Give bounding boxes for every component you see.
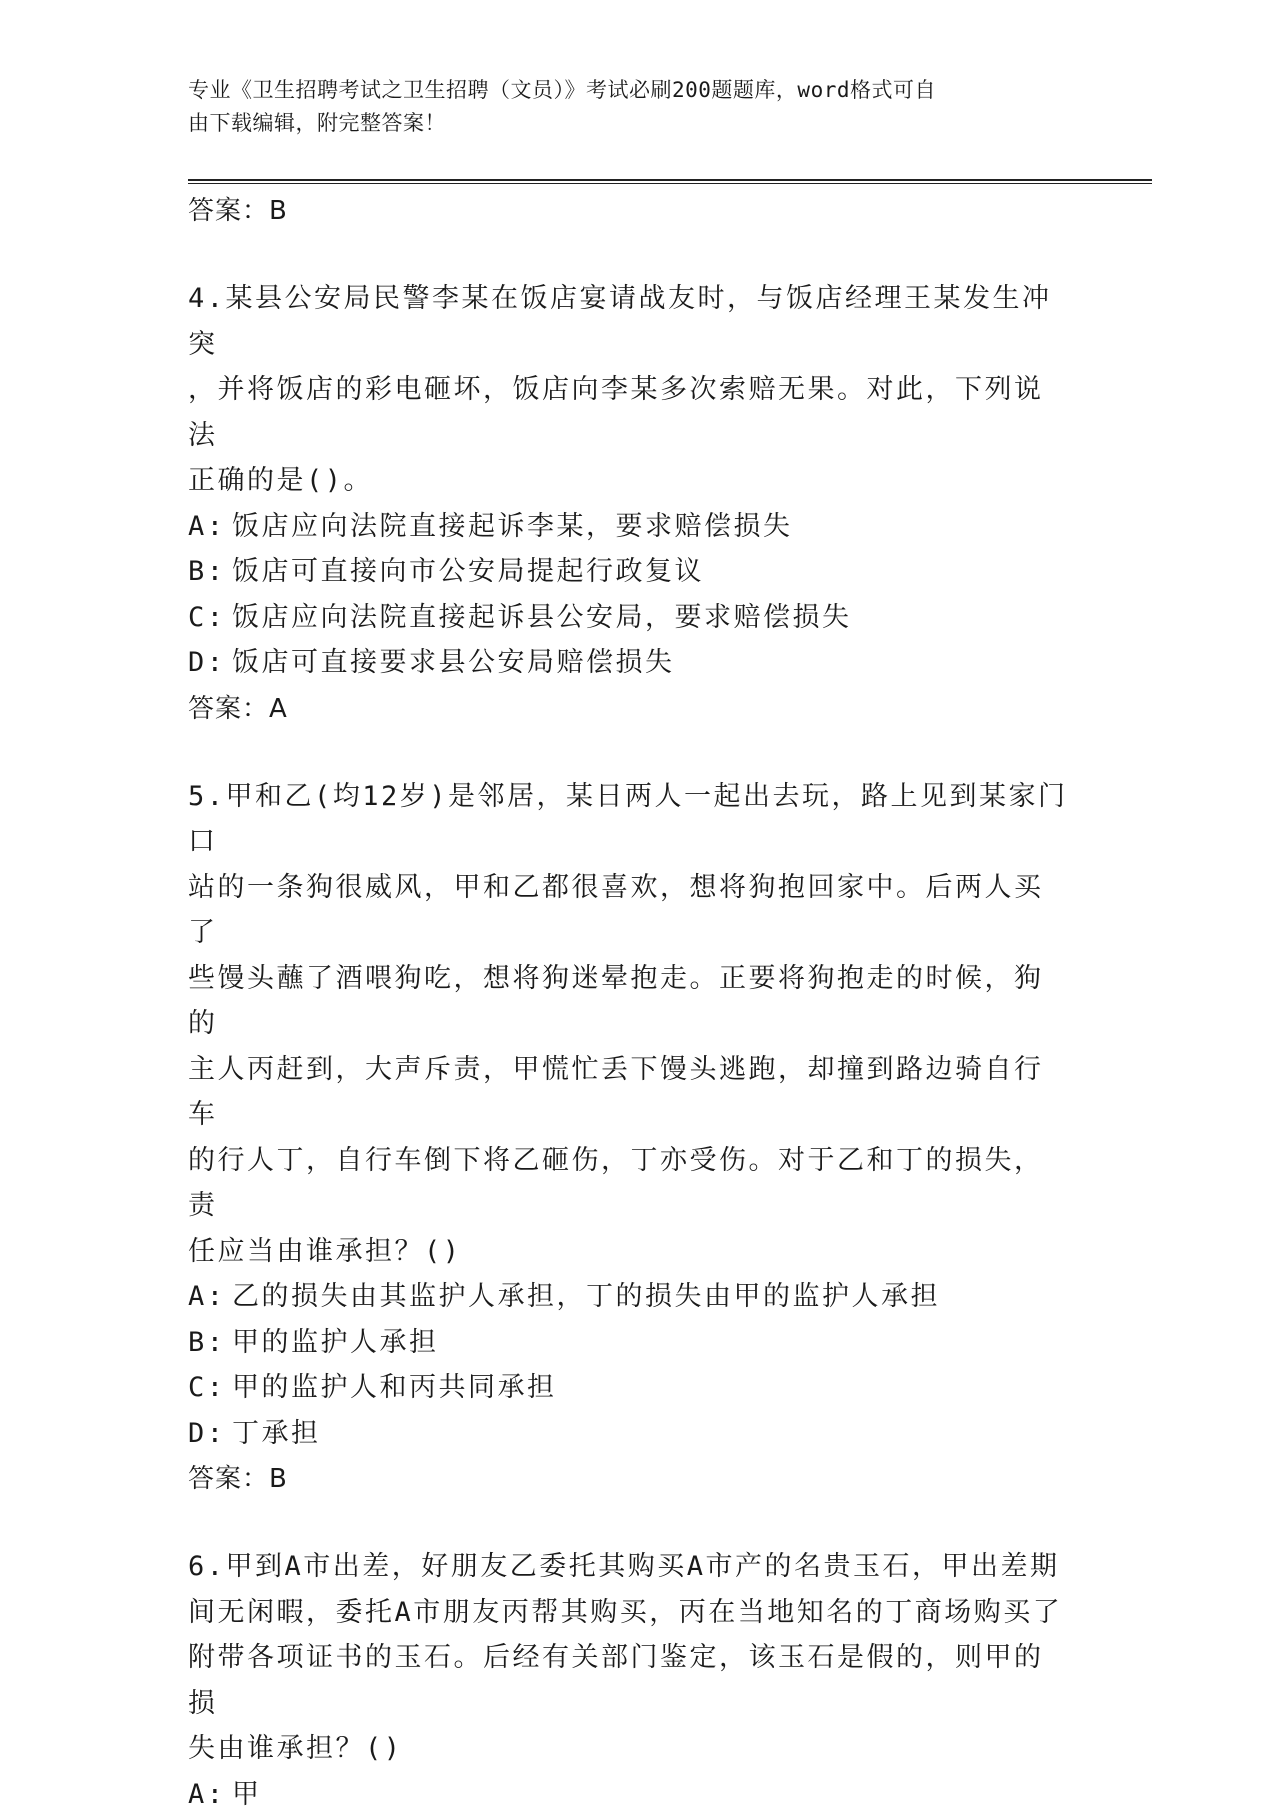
option-c: C: 饭店应向法院直接起诉县公安局，要求赔偿损失 bbox=[188, 595, 1068, 641]
question-text-line: 失由谁承担？() bbox=[188, 1726, 1068, 1772]
answer-line: 答案：B bbox=[188, 1456, 1068, 1502]
spacer bbox=[188, 1502, 1068, 1544]
option-d: D: 饭店可直接要求县公安局赔偿损失 bbox=[188, 640, 1068, 686]
header-divider-thin bbox=[188, 183, 1152, 184]
option-a: A: 乙的损失由其监护人承担，丁的损失由甲的监护人承担 bbox=[188, 1274, 1068, 1320]
question-text-line: 5.甲和乙(均12岁)是邻居，某日两人一起出去玩，路上见到某家门口 bbox=[188, 774, 1068, 865]
question-text-line: 附带各项证书的玉石。后经有关部门鉴定，该玉石是假的，则甲的损 bbox=[188, 1635, 1068, 1726]
question-text-line: 任应当由谁承担？() bbox=[188, 1229, 1068, 1275]
question-text-line: 6.甲到A市出差，好朋友乙委托其购买A市产的名贵玉石，甲出差期 bbox=[188, 1544, 1068, 1590]
question-6 bbox=[188, 1544, 1068, 1817]
header-line-2: 由下载编辑，附完整答案！ bbox=[188, 107, 1068, 140]
question-text-line: 间无闲暇，委托A市朋友丙帮其购买，丙在当地知名的丁商场购买了 bbox=[188, 1590, 1068, 1636]
question-text-line: 站的一条狗很威风，甲和乙都很喜欢，想将狗抱回家中。后两人买了 bbox=[188, 865, 1068, 956]
option-b: B: 甲的监护人承担 bbox=[188, 1320, 1068, 1366]
question-5 bbox=[188, 774, 1068, 1503]
document-header bbox=[188, 74, 1068, 140]
spacer bbox=[188, 732, 1068, 774]
question-text-line: 些馒头蘸了酒喂狗吃，想将狗迷晕抱走。正要将狗抱走的时候，狗的 bbox=[188, 956, 1068, 1047]
header-divider bbox=[188, 179, 1152, 181]
spacer bbox=[188, 234, 1068, 276]
option-a: A: 甲 bbox=[188, 1772, 1068, 1817]
header-line-1: 专业《卫生招聘考试之卫生招聘（文员）》考试必刷200题题库，word格式可自 bbox=[188, 74, 1068, 107]
question-text-line: 4.某县公安局民警李某在饭店宴请战友时，与饭店经理王某发生冲突 bbox=[188, 276, 1068, 367]
answer-line: 答案：A bbox=[188, 686, 1068, 732]
question-text-line: 正确的是()。 bbox=[188, 458, 1068, 504]
option-c: C: 甲的监护人和丙共同承担 bbox=[188, 1365, 1068, 1411]
question-text-line: ，并将饭店的彩电砸坏，饭店向李某多次索赔无果。对此，下列说法 bbox=[188, 367, 1068, 458]
option-a: A: 饭店应向法院直接起诉李某，要求赔偿损失 bbox=[188, 504, 1068, 550]
question-4 bbox=[188, 276, 1068, 732]
option-d: D: 丁承担 bbox=[188, 1411, 1068, 1457]
answer-line: 答案：B bbox=[188, 188, 1068, 234]
question-text-line: 主人丙赶到，大声斥责，甲慌忙丢下馒头逃跑，却撞到路边骑自行车 bbox=[188, 1047, 1068, 1138]
option-b: B: 饭店可直接向市公安局提起行政复议 bbox=[188, 549, 1068, 595]
question-list bbox=[188, 188, 1068, 1817]
question-text-line: 的行人丁，自行车倒下将乙砸伤，丁亦受伤。对于乙和丁的损失，责 bbox=[188, 1138, 1068, 1229]
